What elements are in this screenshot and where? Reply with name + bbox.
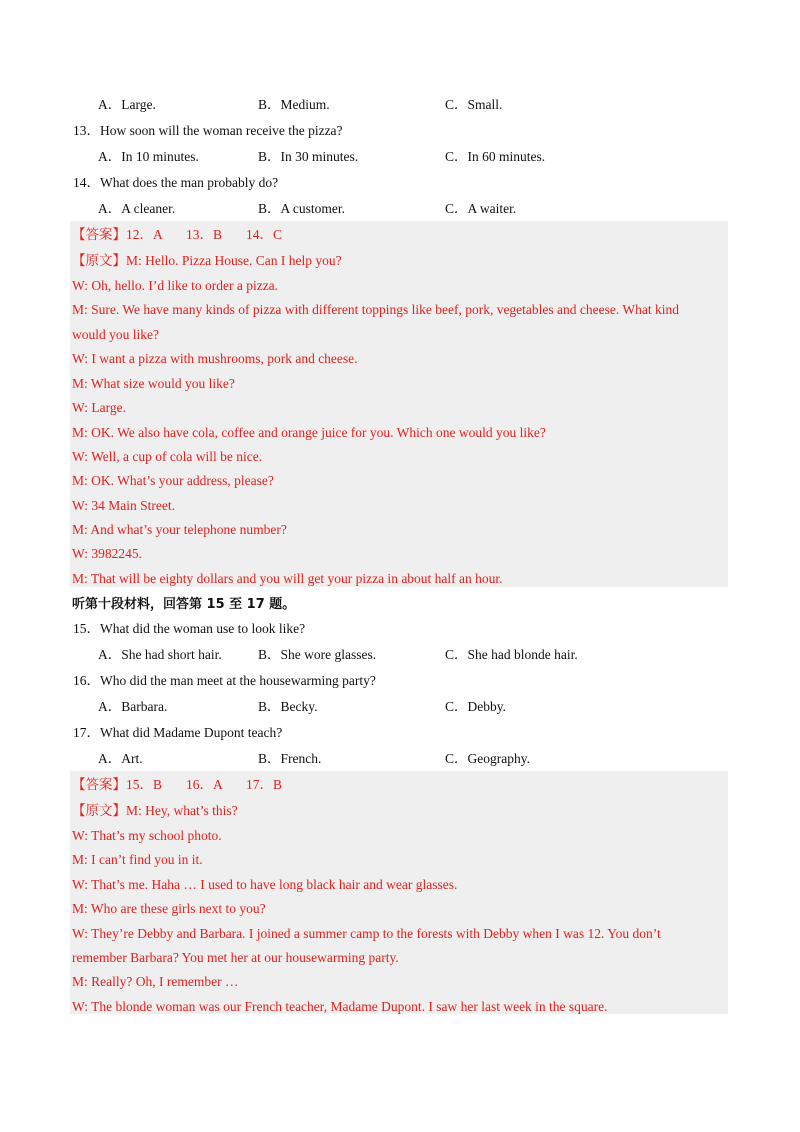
q15-question: 15．What did the woman use to look like?: [73, 621, 306, 636]
transcript-1-line-8: M: OK. We also have cola, coffee and orange juice for you. Which one would you like?: [72, 425, 546, 440]
transcript-1-line-1: 【原文】M: Hello. Pizza House. Can I help you?: [72, 253, 342, 268]
transcript-1-line-14: M: That will be eighty dollars and you will get your pizza in about half an hour.: [72, 571, 503, 586]
transcript-1-line-11: W: 34 Main Street.: [72, 498, 175, 513]
q15-option-c: C．She had blonde hair.: [445, 647, 578, 662]
q13-option-b: B．In 30 minutes.: [258, 149, 359, 164]
transcript-2-line-8: M: Really? Oh, I remember …: [72, 974, 239, 989]
q17-option-b: B．French.: [258, 751, 322, 766]
transcript-1-line-6: M: What size would you like?: [72, 376, 235, 391]
transcript-2-line-5: M: Who are these girls next to you?: [72, 901, 266, 916]
q12-option-a: A．Large.: [98, 97, 156, 112]
q12-option-c: C．Small.: [445, 97, 503, 112]
transcript-2-line-4: W: That’s me. Haha … I used to have long black hair and wear glasses.: [72, 877, 458, 892]
q14-option-c: C．A waiter.: [445, 201, 517, 216]
q14-option-a: A．A cleaner.: [98, 201, 176, 216]
q16-option-b: B．Becky.: [258, 699, 318, 714]
q14-option-b: B．A customer.: [258, 201, 346, 216]
q16-question: 16．Who did the man meet at the housewarming party?: [73, 673, 376, 688]
transcript-2-line-7: remember Barbara? You met her at our housewarming party.: [72, 950, 399, 965]
q16-option-c: C．Debby.: [445, 699, 507, 714]
transcript-1-line-7: W: Large.: [72, 400, 126, 415]
q17-question: 17．What did Madame Dupont teach?: [73, 725, 283, 740]
q17-option-a: A．Art.: [98, 751, 143, 766]
transcript-2-line-6: W: They’re Debby and Barbara. I joined a summer camp to the forests with Debby when I was 12. You don’t: [72, 926, 661, 941]
q17-option-c: C．Geography.: [445, 751, 530, 766]
transcript-1-line-13: W: 3982245.: [72, 546, 142, 561]
transcript-1-line-10: M: OK. What’s your address, please?: [72, 473, 274, 488]
q13-option-c: C．In 60 minutes.: [445, 149, 546, 164]
section-heading: 听第十段材料，回答第 15 至 17 题。: [72, 597, 296, 612]
q15-option-b: B．She wore glasses.: [258, 647, 377, 662]
transcript-1-line-9: W: Well, a cup of cola will be nice.: [72, 449, 263, 464]
transcript-1-line-12: M: And what’s your telephone number?: [72, 522, 287, 537]
q12-option-b: B．Medium.: [258, 97, 330, 112]
transcript-1-line-2: W: Oh, hello. I’d like to order a pizza.: [72, 278, 279, 293]
transcript-2-line-9: W: The blonde woman was our French teacher, Madame Dupont. I saw her last week in the square.: [72, 999, 608, 1014]
q13-question: 13．How soon will the woman receive the pizza?: [73, 123, 343, 138]
q14-question: 14．What does the man probably do?: [73, 175, 279, 190]
q13-option-a: A．In 10 minutes.: [98, 149, 199, 164]
transcript-1-line-3: M: Sure. We have many kinds of pizza with different toppings like beef, pork, vegetables and cheese. What kind: [72, 302, 679, 317]
q16-option-a: A．Barbara.: [98, 699, 168, 714]
transcript-2-line-2: W: That’s my school photo.: [72, 828, 222, 843]
transcript-1-line-4: would you like?: [72, 327, 159, 342]
transcript-1-line-5: W: I want a pizza with mushrooms, pork and cheese.: [72, 351, 358, 366]
answer-key-1: 【答案】12．A 13．B 14．C: [72, 227, 283, 242]
transcript-2-line-1: 【原文】M: Hey, what’s this?: [72, 803, 238, 818]
q15-option-a: A．She had short hair.: [98, 647, 222, 662]
answer-key-2: 【答案】15．B 16．A 17．B: [72, 777, 283, 792]
transcript-2-line-3: M: I can’t find you in it.: [72, 852, 203, 867]
